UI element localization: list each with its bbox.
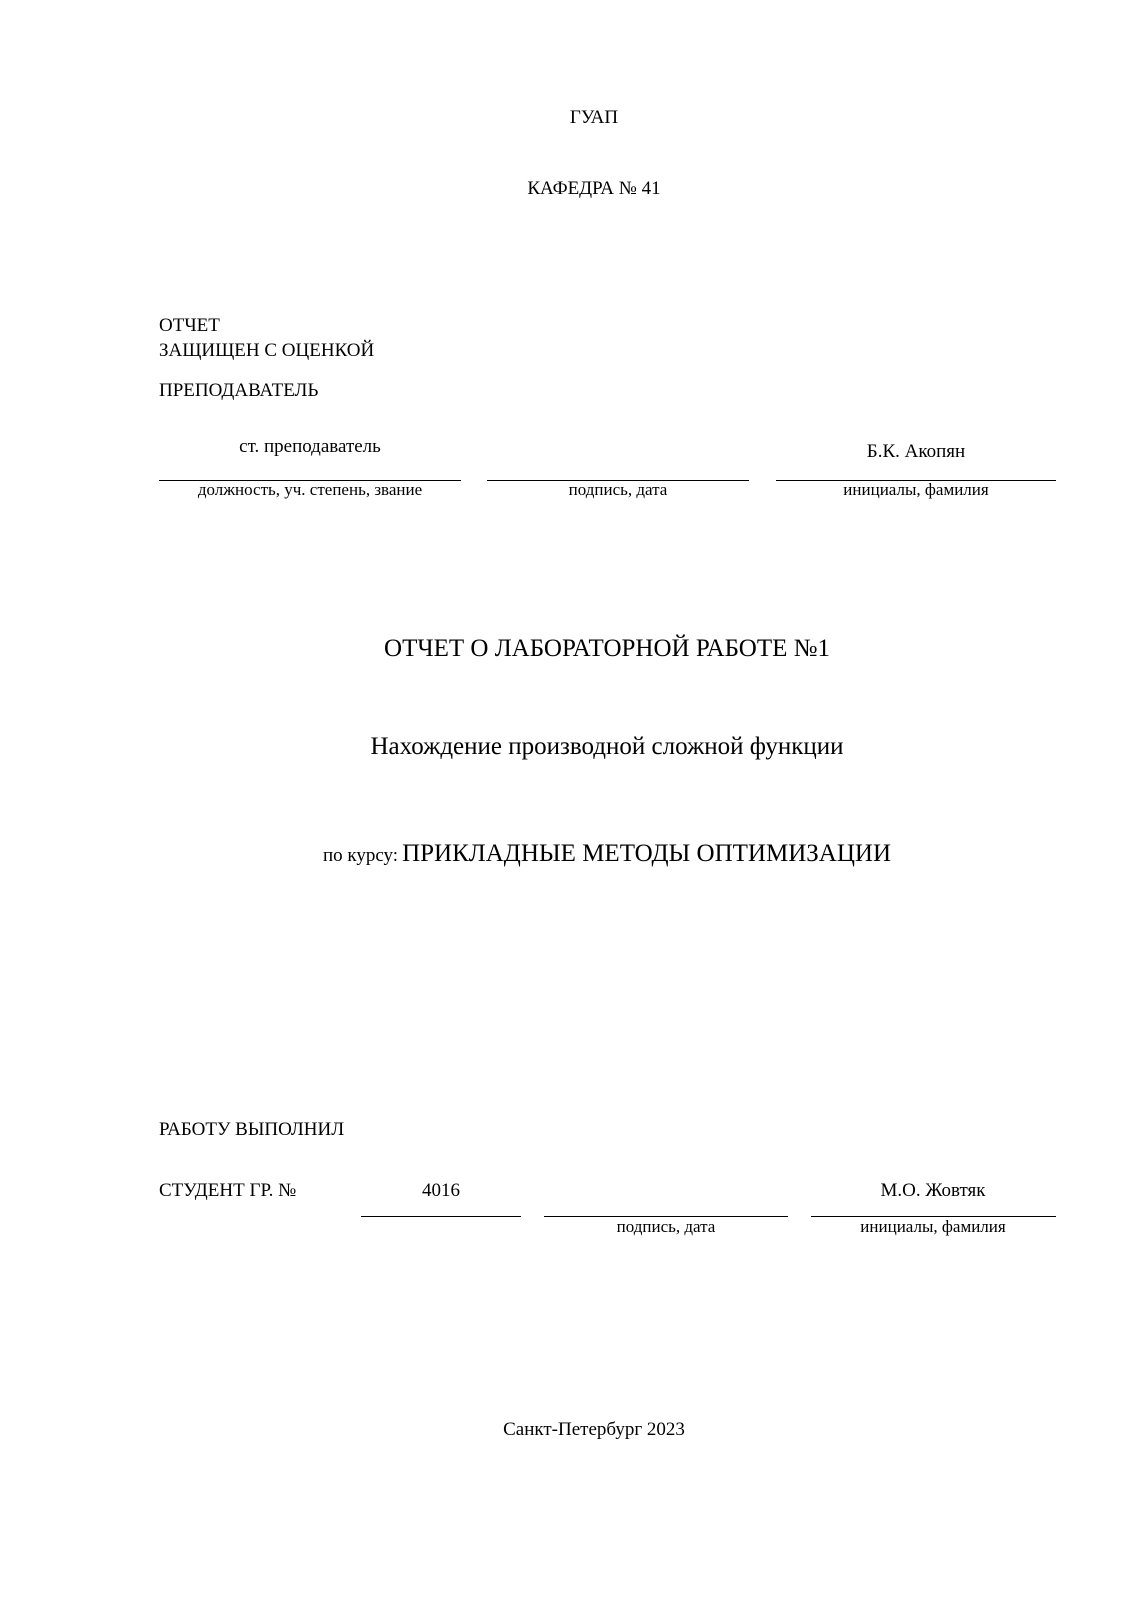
student-name: М.О. Жовтяк <box>880 1180 986 1201</box>
teacher-position: ст. преподаватель <box>239 436 381 457</box>
report-topic: Нахождение производной сложной функции <box>370 733 844 760</box>
course-name: ПРИКЛАДНЫЕ МЕТОДЫ ОПТИМИЗАЦИИ <box>402 840 892 867</box>
position-caption: должность, уч. степень, звание <box>197 480 423 499</box>
defended-with-grade-label: ЗАЩИЩЕН С ОЦЕНКОЙ <box>159 340 375 361</box>
signature-caption: подпись, дата <box>568 480 668 499</box>
group-number: 4016 <box>422 1180 460 1201</box>
university-name: ГУАП <box>569 107 619 128</box>
group-line <box>361 1216 521 1217</box>
city-year: Санкт-Петербург 2023 <box>503 1419 685 1440</box>
name-caption: инициалы, фамилия <box>843 480 989 499</box>
course-line <box>323 841 891 866</box>
student-name-caption: инициалы, фамилия <box>860 1217 1006 1236</box>
report-title: ОТЧЕТ О ЛАБОРАТОРНОЙ РАБОТЕ №1 <box>384 635 830 662</box>
course-prefix: по курсу: <box>322 845 399 866</box>
student-group-label: СТУДЕНТ ГР. № <box>159 1180 297 1201</box>
student-signature-caption: подпись, дата <box>616 1217 716 1236</box>
performed-by-label: РАБОТУ ВЫПОЛНИЛ <box>159 1119 345 1140</box>
department-name: КАФЕДРА № 41 <box>527 178 661 199</box>
teacher-name: Б.К. Акопян <box>866 441 966 462</box>
teacher-label: ПРЕПОДАВАТЕЛЬ <box>159 380 319 401</box>
report-label: ОТЧЕТ <box>159 315 220 336</box>
